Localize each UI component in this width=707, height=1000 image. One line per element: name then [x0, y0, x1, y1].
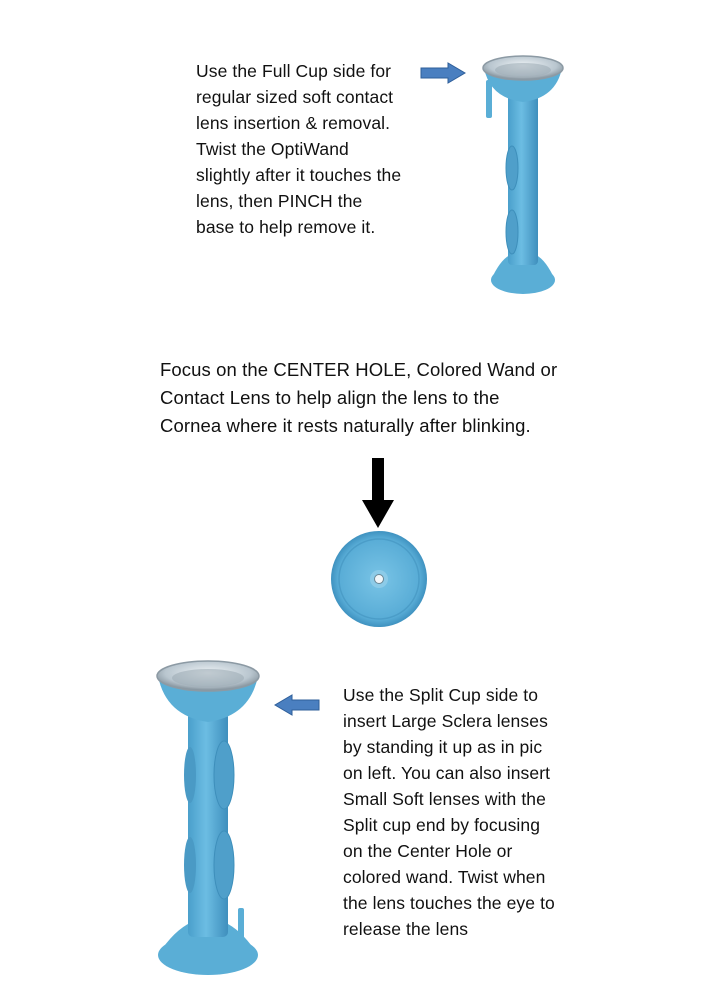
cup-top-view-image — [330, 530, 428, 628]
full-cup-instructions: Use the Full Cup side for regular sized soft contact lens insertion & removal. Twist the OptiWand slightly after it touches the lens, then PINCH the base to help remove it. — [196, 61, 402, 237]
center-hole-instructions: Focus on the CENTER HOLE, Colored Wand or Contact Lens to help align the lens to the Cornea where it rests naturally after blinking. — [160, 359, 558, 436]
optiwand-split-cup-image — [152, 650, 267, 980]
split-cup-instructions: Use the Split Cup side to insert Large Sclera lenses by standing it up as in pic on left. You can also insert Small Soft lenses with the Split cup end by focusing on the Center Hole or colored wand. Twist when the lens touches the eye to release the lens — [343, 685, 555, 939]
arrow-right-icon — [420, 62, 466, 84]
arrow-left-icon — [274, 694, 320, 716]
optiwand-full-cup-image — [470, 40, 580, 305]
arrow-down-icon — [362, 458, 394, 528]
